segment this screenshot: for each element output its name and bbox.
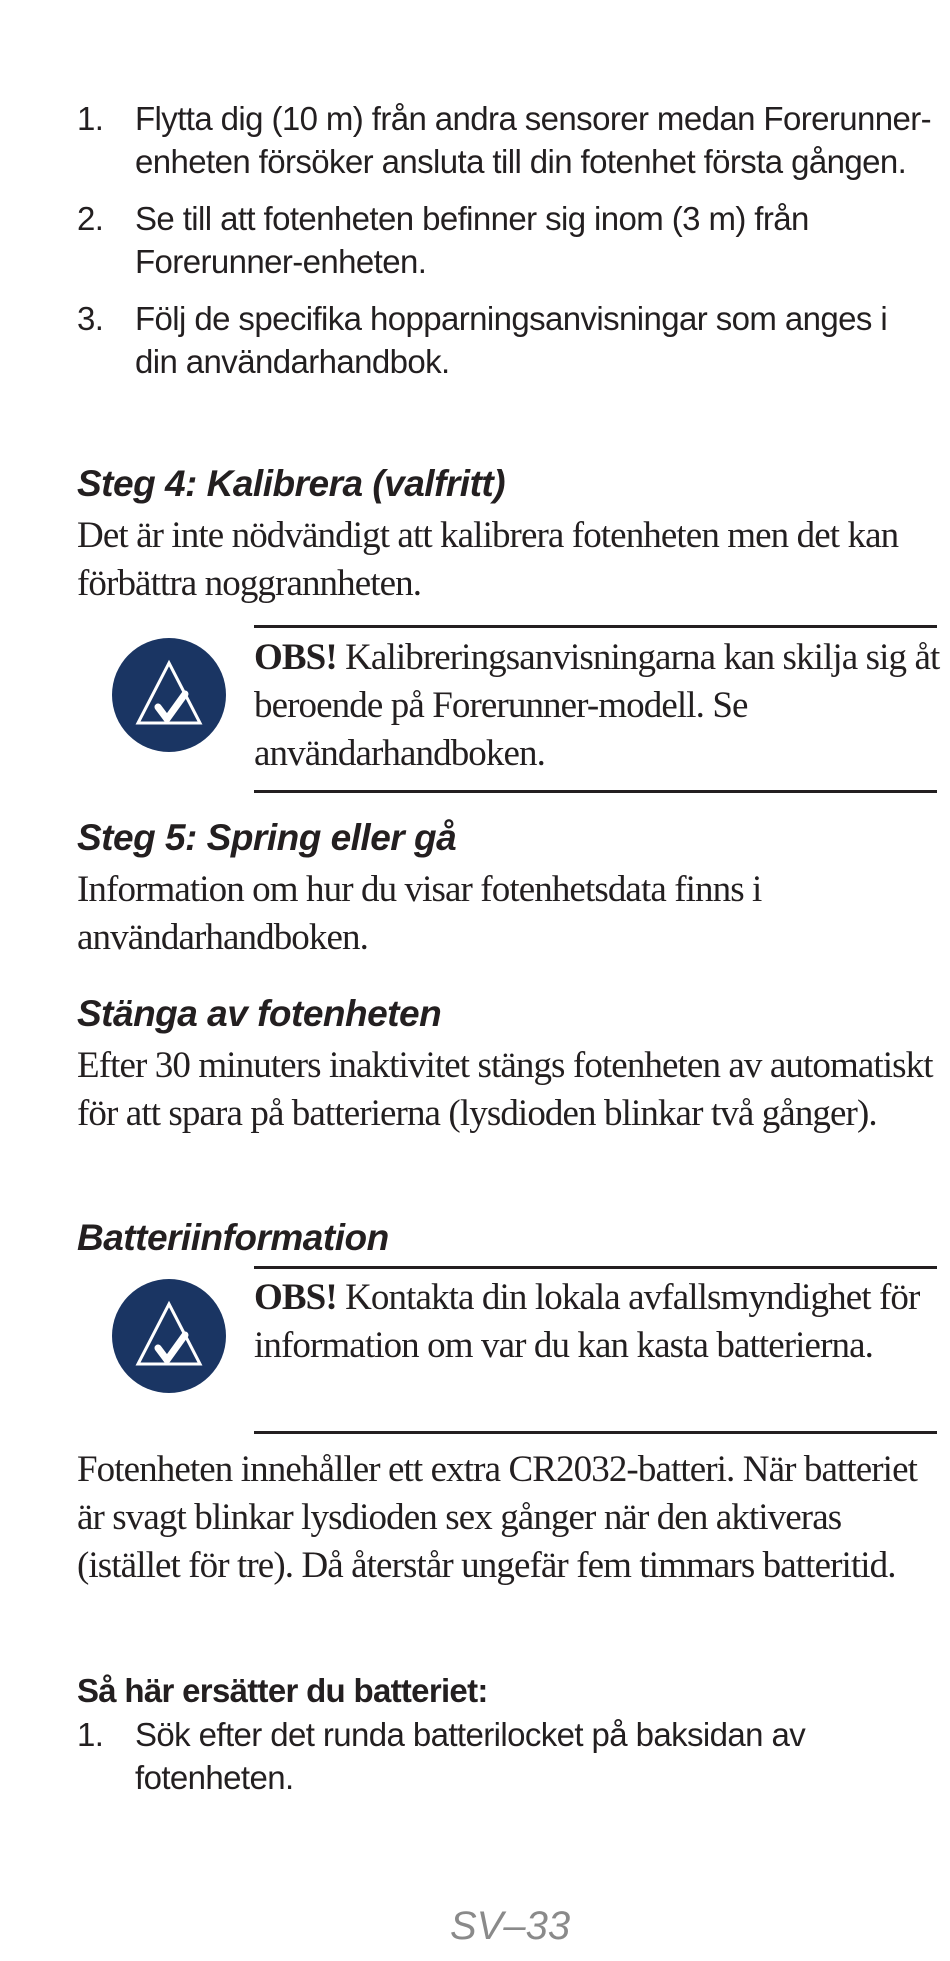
- list-item-number: 1.: [77, 1716, 104, 1753]
- list-item-number: 1.: [77, 100, 104, 137]
- list-item: [77, 197, 945, 283]
- note-rule-bottom: [254, 790, 937, 793]
- note-rule-bottom: [254, 1431, 937, 1434]
- step5-heading: Steg 5: Spring eller gå: [77, 817, 457, 858]
- note-body: Kontakta din lokala avfallsmyndighet för information om var du kan kasta batterierna.: [254, 1277, 920, 1366]
- note-label: OBS!: [254, 637, 337, 678]
- note-label: OBS!: [254, 1277, 337, 1318]
- note-body: Kalibreringsanvisningarna kan skilja sig åt beroende på Forerunner-modell. Se användarhandboken.: [254, 637, 940, 774]
- bottom-step-list: [77, 1713, 937, 1799]
- list-item-number: 3.: [77, 300, 104, 337]
- note-text: [254, 634, 944, 778]
- note-rule-top: [254, 625, 937, 628]
- step5-body: Information om hur du visar fotenhetsdata finns i användarhandboken.: [77, 869, 762, 958]
- note-box-calibration: [77, 625, 940, 795]
- power-off-heading: Stänga av fotenheten: [77, 993, 442, 1034]
- battery-heading: Batteriinformation: [77, 1217, 389, 1258]
- list-item: [77, 97, 937, 183]
- top-step-list: [77, 97, 937, 383]
- list-item-text: Flytta dig (10 m) från andra sensorer medan Forerunner-enheten försöker ansluta till din fotenhet första gången.: [135, 100, 932, 180]
- list-item: [77, 1713, 925, 1799]
- list-item-text: Följ de specifika hopparningsanvisningar som anges i din användarhandbok.: [135, 300, 888, 380]
- battery-body: Fotenheten innehåller ett extra CR2032-batteri. När batteriet är svagt blinkar lysdioden sex gånger när den aktiveras (istället för tre). Då återstår ungefär fem timmars batteritid.: [77, 1449, 917, 1586]
- power-off-body: Efter 30 minuters inaktivitet stängs fotenheten av automatiskt för att spara på batterierna (lysdioden blinkar två gånger).: [77, 1045, 933, 1134]
- list-item: [77, 297, 937, 383]
- battery-replace-subheading: Så här ersätter du batteriet:: [77, 1672, 488, 1709]
- note-check-icon: [111, 637, 227, 753]
- list-item-text: Sök efter det runda batterilocket på baksidan av fotenheten.: [135, 1716, 806, 1796]
- list-item-number: 2.: [77, 200, 104, 237]
- step4-body: Det är inte nödvändigt att kalibrera fotenheten men det kan förbättra noggrannheten.: [77, 515, 899, 604]
- note-text: [254, 1274, 944, 1370]
- note-check-icon: [111, 1278, 227, 1394]
- step4-heading: Steg 4: Kalibrera (valfritt): [77, 463, 506, 504]
- note-rule-top: [254, 1266, 937, 1269]
- note-box-battery: [77, 1266, 937, 1438]
- list-item-text: Se till att fotenheten befinner sig inom (3 m) från Forerunner-enheten.: [135, 200, 809, 280]
- page-number: SV–33: [450, 1904, 571, 1948]
